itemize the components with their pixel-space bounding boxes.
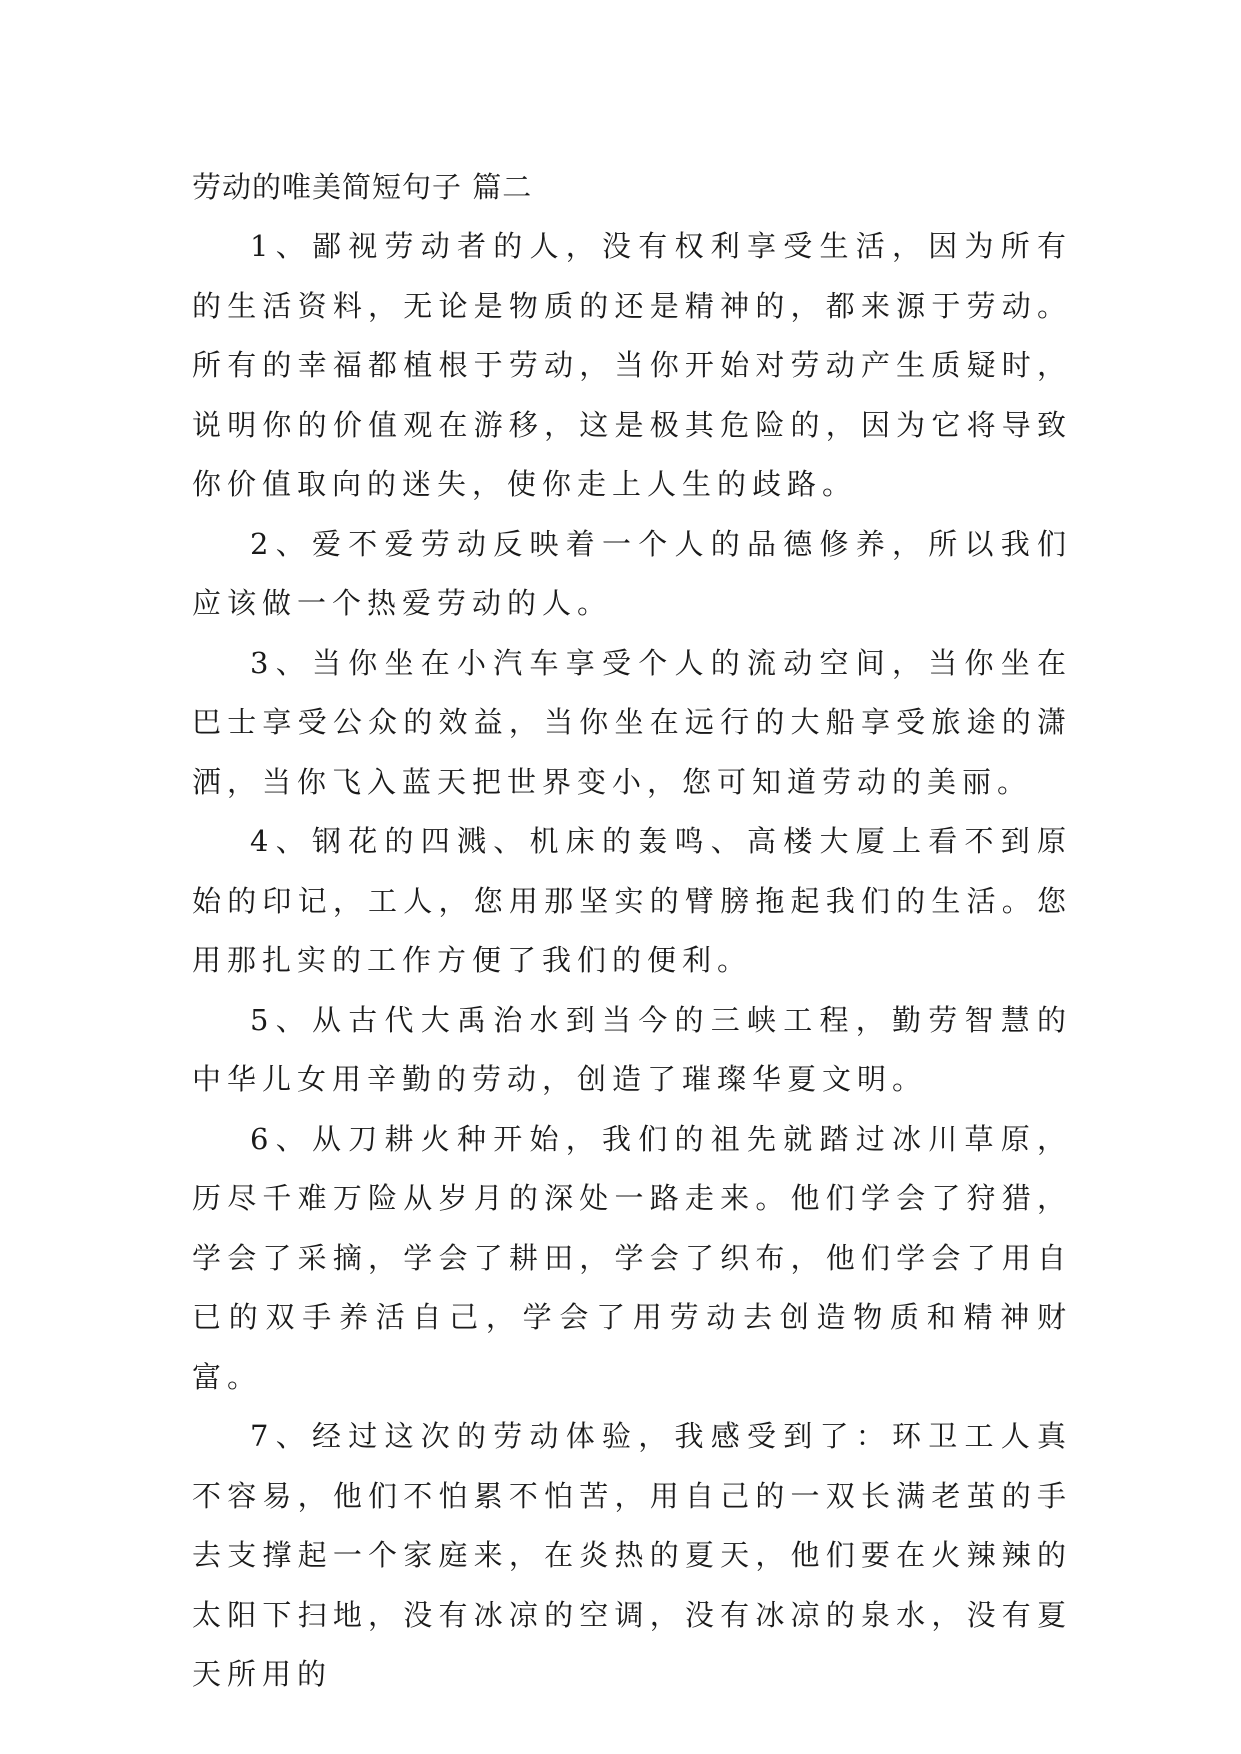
paragraph-2: 2、爱不爱劳动反映着一个人的品德修养，所以我们应该做一个热爱劳动的人。 <box>192 526 1072 620</box>
document-title: 劳动的唯美简短句子 篇二 <box>192 170 533 204</box>
paragraph-3: 3、当你坐在小汽车享受个人的流动空间，当你坐在巴士享受公众的效益，当你坐在远行的大船享受旅途的潇洒，当你飞入蓝天把世界变小，您可知道劳动的美丽。 <box>192 645 1072 799</box>
paragraph-5: 5、从古代大禹治水到当今的三峡工程，勤劳智慧的中华儿女用辛勤的劳动，创造了璀璨华夏文明。 <box>192 1002 1072 1096</box>
paragraph-6: 6、从刀耕火种开始，我们的祖先就踏过冰川草原，历尽千难万险从岁月的深处一路走来。他们学会了狩猎，学会了采摘，学会了耕田，学会了织布，他们学会了用自已的双手养活自己，学会了用劳动去创造物质和精神财富。 <box>192 1121 1072 1394</box>
document-body <box>192 158 1072 1705</box>
paragraph-7: 7、经过这次的劳动体验，我感受到了：环卫工人真不容易，他们不怕累不怕苦，用自己的一双长满老茧的手去支撑起一个家庭来，在炎热的夏天，他们要在火辣辣的太阳下扫地，没有冰凉的空调，没有冰凉的泉水，没有夏天所用的 <box>192 1419 1072 1691</box>
paragraph-1: 1、鄙视劳动者的人，没有权利享受生活，因为所有的生活资料，无论是物质的还是精神的，都来源于劳动。所有的幸福都植根于劳动，当你开始对劳动产生质疑时，说明你的价值观在游移，这是极其危险的，因为它将导致你价值取向的迷失，使你走上人生的歧路。 <box>192 229 1072 501</box>
paragraph-4: 4、钢花的四溅、机床的轰鸣、高楼大厦上看不到原始的印记，工人，您用那坚实的臂膀拖起我们的生活。您用那扎实的工作方便了我们的便利。 <box>192 824 1072 977</box>
